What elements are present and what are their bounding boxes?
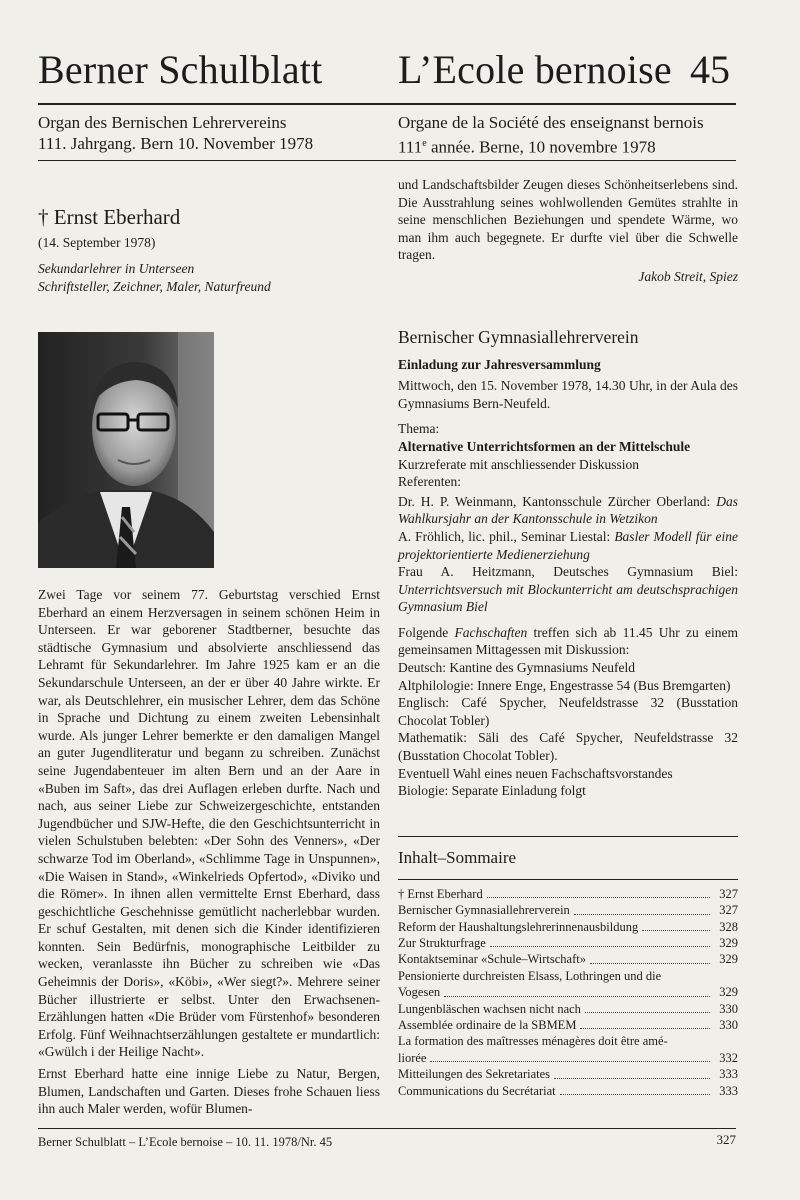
subheader-fr: [398, 112, 738, 158]
table-of-contents: [398, 886, 738, 1099]
toc-entry[interactable]: Assemblée ordinaire de la SBMEM 330: [398, 1018, 738, 1033]
toc-entry[interactable]: Zur Strukturfrage 329: [398, 936, 738, 951]
left-column: [38, 176, 380, 1122]
obituary-paragraph-2: Ernst Eberhard hatte eine innige Liebe zu Natur, Bergen, Blumen, Landschaften und Garten. Dieses frohe Schauen liess ihn auch Maler werden, wofür Blumen-: [38, 1066, 380, 1117]
toc-entry[interactable]: † Ernst Eberhard 327: [398, 886, 738, 901]
obituary-signature: Jakob Streit, Spiez: [638, 268, 738, 284]
portrait-photo: [38, 332, 214, 568]
right-column: [398, 176, 738, 1099]
summary-rule: [398, 879, 738, 880]
year-suffix: e: [422, 138, 427, 149]
subheader-rule: [38, 160, 736, 161]
fach-altphilologie: Altphilologie: Innere Enge, Engestrasse 54 (Bus Bremgarten): [398, 677, 731, 693]
referenten-label: Referenten:: [398, 474, 461, 490]
toc-entry[interactable]: La formation des maîtresses ménagères doit être amé- liorée 332: [398, 1034, 738, 1065]
toc-entry[interactable]: Bernischer Gymnasiallehrerverein 327: [398, 903, 738, 918]
referent-3: [398, 563, 738, 616]
toc-entry[interactable]: Mitteilungen des Sekretariates 333: [398, 1067, 738, 1082]
gymnasium-when: Mittwoch, den 15. November 1978, 14.30 Uhr, in der Aula des Gymnasiums Bern-Neufeld.: [398, 378, 738, 411]
gymnasium-title: Bernischer Gymnasiallehrerverein: [398, 326, 639, 347]
year-rest: année. Berne, 10 novembre 1978: [426, 137, 656, 157]
subheader-fr-line1: Organe de la Société des enseignanst bernois: [398, 113, 704, 132]
toc-entry[interactable]: Pensionierte durchreisten Elsass, Lothringen und die Vogesen 329: [398, 968, 738, 1000]
gymnasium-notice: [398, 356, 738, 800]
subheader-fr-line2: [398, 133, 738, 158]
fach-mathematik: Mathematik: Säli des Café Spycher, Neufeldstrasse 32 (Busstation Chocolat Tobler).: [398, 730, 738, 764]
fachschaften-intro-a: Folgende: [398, 624, 455, 640]
obituary-date: (14. September 1978): [38, 235, 156, 250]
fach-englisch: Englisch: Café Spycher, Neufeldstrasse 32 (Busstation Chocolat Tobler): [398, 695, 738, 728]
masthead-title-de: Berner Schulblatt: [38, 47, 323, 92]
referent-1-name: Dr. H. P. Weinmann, Kantonsschule Zürcher Oberland:: [398, 493, 711, 509]
referent-2: [398, 528, 738, 563]
masthead-rule: [38, 103, 736, 105]
footer-citation: Berner Schulblatt – L’Ecole bernoise – 10. 11. 1978/Nr. 45: [38, 1135, 333, 1149]
obituary-role: [38, 260, 380, 296]
fach-biologie: Biologie: Separate Einladung folgt: [398, 783, 586, 799]
issue-number: 45: [690, 47, 730, 92]
subheader-de-line1: Organ des Bernischen Lehrervereins: [38, 113, 287, 132]
obituary-continued: [398, 176, 738, 264]
referent-3-name: Frau A. Heitzmann, Deutsches Gymnasium Biel:: [398, 564, 738, 580]
role-line-2: Schriftsteller, Zeichner, Maler, Naturfreund: [38, 279, 271, 294]
summary-title: Inhalt–Sommaire: [398, 847, 517, 867]
referent-1: [398, 493, 738, 528]
masthead: [38, 40, 738, 102]
fachschaften-intro: [398, 624, 738, 659]
kurzreferate: Kurzreferate mit anschliessender Diskussion: [398, 456, 640, 472]
referent-2-title: Basler Modell für eine projektorientierte Medienerziehung: [398, 528, 739, 562]
thema-title: Alternative Unterrichtsformen an der Mittelschule: [398, 438, 691, 454]
footer-rule: [38, 1128, 736, 1129]
subheader-de-line2: 111. Jahrgang. Bern 10. November 1978: [38, 134, 314, 153]
toc-entry[interactable]: Communications du Secrétariat 333: [398, 1083, 738, 1098]
toc-entry[interactable]: Kontaktseminar «Schule–Wirtschaft» 329: [398, 952, 738, 967]
fachschaften-intro-b: treffen sich ab 11.45 Uhr zu einem gemeinsamen Mittagessen mit Diskussion:: [398, 624, 739, 658]
fachschaften-intro-italic: Fachschaften: [454, 624, 528, 640]
masthead-title-fr: L’Ecole bernoise: [398, 47, 672, 92]
toc-entry[interactable]: Lungenbläschen wachsen nicht nach 330: [398, 1001, 738, 1016]
fach-deutsch: Deutsch: Kantine des Gymnasiums Neufeld: [398, 660, 635, 676]
thema-label: Thema:: [398, 421, 440, 437]
toc-entry[interactable]: Reform der Haushaltungslehrerinnenausbildung 328: [398, 919, 738, 934]
obituary-title: † Ernst Eberhard: [38, 205, 181, 229]
referent-3-title: Unterrichtsversuch mit Blockunterricht am deutschsprachigen Gymnasium Biel: [398, 581, 738, 615]
summary-top-rule: [398, 836, 738, 837]
role-line-1: Sekundarlehrer in Unterseen: [38, 261, 195, 276]
referent-2-name: A. Fröhlich, lic. phil., Seminar Liestal:: [398, 528, 611, 544]
year-number: 111: [398, 137, 423, 157]
referent-1-title: Das Wahlkursjahr an der Kantonsschule in Wetzikon: [398, 493, 739, 527]
obituary-paragraph-3: und Landschaftsbilder Zeugen dieses Schönheitserlebens sind. Die Ausstrahlung seines wohlwollenden Gemütes strahlte in seine menschlichen Beziehungen und spendete Wärme, wo man ihm auch begegnete. Er durfte viel über die Schwelle tragen.: [398, 177, 738, 263]
footer-page-number: 327: [716, 1132, 736, 1147]
obituary-paragraph-1: Zwei Tage vor seinem 77. Geburtstag verschied Ernst Eberhard an einem Herzversagen in seinem schönen Heim in Unterseen. Er war geborener Stadtberner, besuchte das städtische Gymnasium und absolvierte anschliessend das Lehramt für Sekundarlehrer. Im Jahre 1925 kam er an die Sekundarschule Unterseen, an der er über 40 Jahre wirkte. Er war, als Deutschlehrer, ein musischer Lehrer, dem das Schöne in Sprache und Dichtung zu einem zweiten Lebensinhalt wurde. Als junger Lehrer bemerkte er den damaligen Mangel an guter Jugendliteratur und begann zu schreiben. Zunächst seine Jugendabenteuer im alten Bern und an der Aare in «Buben im Saft», das drei Auflagen erleben durfte. Nach und nach, aus seiner Liebe zur Schweizergeschichte, entstanden Jugendbücher und SJW-Hefte, die den Geschichtsunterricht in vielen Schulstuben belebten: «Der Sohn des Venners», «Der schwarze Tod im Oberland», «Schlimme Tage in Unspunnen», «Die Waisen in Stand», «Winkelrieds Opfertod», «Diviko und die Römer». In ihnen allen vermittelte Ernst Eberhard, dass geschichtliche Geschehnisse gemütlicht nacherlebbar wurden. Er schuf Gestalten, mit denen sich die Kinder identifizieren konnten. Sein Bedürfnis, monographische Leitbilder zu wecken, veranlasste ihn Bücher zu schreiben wie «Das Geheimnis der Doris», «Köbi», «Wer siegt?». Mehrere seiner Bücher illustrierte er selbst. Unter den Erwachsenen-Erzählungen hatten «Die Brüder vom Fürstenhof» besonderen Erfolg. Fünf Weihnachtserzählungen gestaltete er mundartlich: «Gwülch i der Heilige Nacht».: [38, 587, 380, 1060]
gymnasium-invite: Einladung zur Jahresversammlung: [398, 356, 601, 372]
obituary-body: [38, 586, 380, 1118]
wahl-vorstand: Eventuell Wahl eines neuen Fachschaftsvorstandes: [398, 765, 673, 781]
subheader-de: [38, 112, 378, 154]
